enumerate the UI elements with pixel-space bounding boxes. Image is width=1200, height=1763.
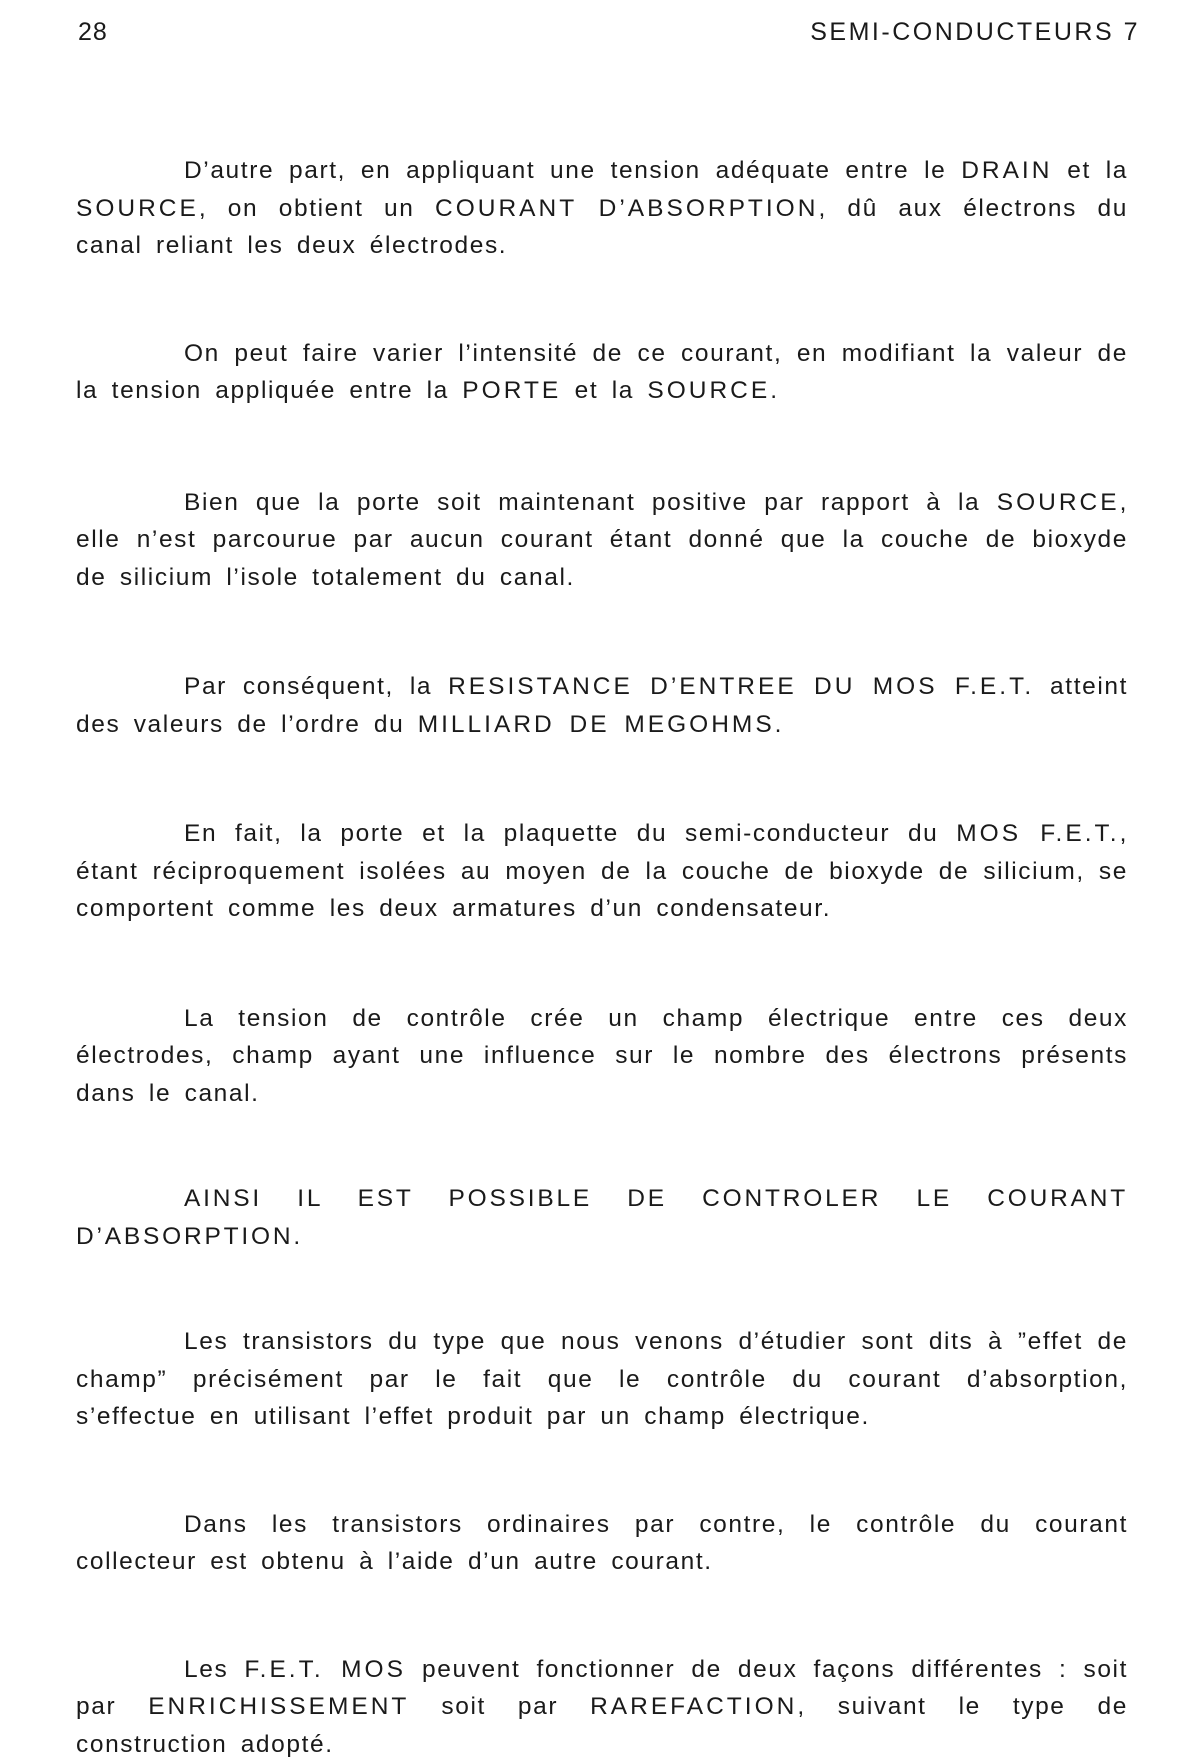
page-header bbox=[78, 18, 1140, 58]
page-number: 28 bbox=[78, 18, 108, 47]
text-run: et la bbox=[1052, 157, 1128, 184]
paragraph-ainsi bbox=[76, 1180, 1128, 1255]
text-run: soit par bbox=[409, 1693, 590, 1720]
paragraph-transistors-ordinaires bbox=[76, 1506, 1128, 1581]
term-source: SOURCE bbox=[647, 377, 770, 404]
term-porte: PORTE bbox=[462, 377, 561, 404]
paragraph-resistance bbox=[76, 668, 1128, 743]
text-run: Les transistors du type que nous venons d’étudier sont dits à ”effet de champ” précisément par le fait que le contrôle du courant d’absorption, s’effectue en utilisant l’effet produit par un champ électrique. bbox=[76, 1328, 1128, 1430]
term-mos-fet: MOS F.E.T. bbox=[956, 820, 1119, 847]
text-run: En fait, la porte et la plaquette du semi-conducteur du bbox=[184, 820, 956, 847]
text-run: Par conséquent, la bbox=[184, 673, 448, 700]
text-run: . bbox=[770, 377, 778, 404]
text-run: La tension de contrôle crée un champ électrique entre ces deux électrodes, champ ayant une influence sur le nombre des électrons présents dans le canal. bbox=[76, 1005, 1128, 1107]
text-run: Les bbox=[184, 1656, 244, 1683]
text-run: D’autre part, en appliquant une tension adéquate entre le bbox=[184, 157, 961, 184]
term-enrichissement: ENRICHISSEMENT bbox=[148, 1693, 409, 1720]
paragraph-fet-mos bbox=[76, 1651, 1128, 1763]
term-resistance-entree: RESISTANCE D’ENTREE DU MOS F.E.T. bbox=[448, 673, 1034, 700]
term-fet-mos: F.E.T. MOS bbox=[244, 1656, 406, 1683]
text-run: AINSI IL EST POSSIBLE DE CONTROLER LE COURANT D’ABSORPTION. bbox=[76, 1185, 1128, 1250]
paragraph-condensateur bbox=[76, 815, 1128, 928]
paragraph-drain-source bbox=[76, 152, 1128, 265]
text-run: , étant réciproquement isolées au moyen de la couche de bioxyde de silicium, se comportent comme les deux armatures d’un condensateur. bbox=[76, 820, 1128, 922]
paragraph-porte-positive bbox=[76, 484, 1128, 597]
term-source: SOURCE bbox=[76, 195, 199, 222]
text-run: , dû aux électrons du canal reliant les deux électrodes. bbox=[76, 195, 1128, 260]
text-run: , elle n’est parcourue par aucun courant étant donné que la couche de bioxyde de silicium l’isole totalement du canal. bbox=[76, 489, 1128, 591]
term-rarefaction: RAREFACTION bbox=[590, 1693, 797, 1720]
body-text bbox=[76, 152, 1128, 1763]
term-milliard-megohms: MILLIARD DE MEGOHMS bbox=[418, 711, 775, 738]
term-courant-absorption: COURANT D’ABSORPTION bbox=[435, 195, 818, 222]
text-run: Bien que la porte soit maintenant positive par rapport à la bbox=[184, 489, 997, 516]
running-title: SEMI-CONDUCTEURS 7 bbox=[810, 18, 1140, 47]
text-run: , on obtient un bbox=[199, 195, 435, 222]
text-run: , suivant le type de construction adopté. bbox=[76, 1693, 1128, 1758]
paragraph-intensite bbox=[76, 335, 1128, 410]
paragraph-champ-electrique bbox=[76, 1000, 1128, 1113]
term-drain: DRAIN bbox=[961, 157, 1052, 184]
text-run: Dans les transistors ordinaires par contre, le contrôle du courant collecteur est obtenu à l’aide d’un autre courant. bbox=[76, 1511, 1128, 1576]
text-run: peuvent fonctionner de deux façons différentes : soit par bbox=[76, 1656, 1128, 1721]
text-run: On peut faire varier l’intensité de ce courant, en modifiant la valeur de la tension appliquée entre la bbox=[76, 340, 1128, 405]
text-run: . bbox=[775, 711, 783, 738]
paragraph-effet-de-champ bbox=[76, 1323, 1128, 1436]
text-run: atteint des valeurs de l’ordre du bbox=[76, 673, 1128, 738]
term-source: SOURCE bbox=[997, 489, 1120, 516]
text-run: et la bbox=[561, 377, 647, 404]
